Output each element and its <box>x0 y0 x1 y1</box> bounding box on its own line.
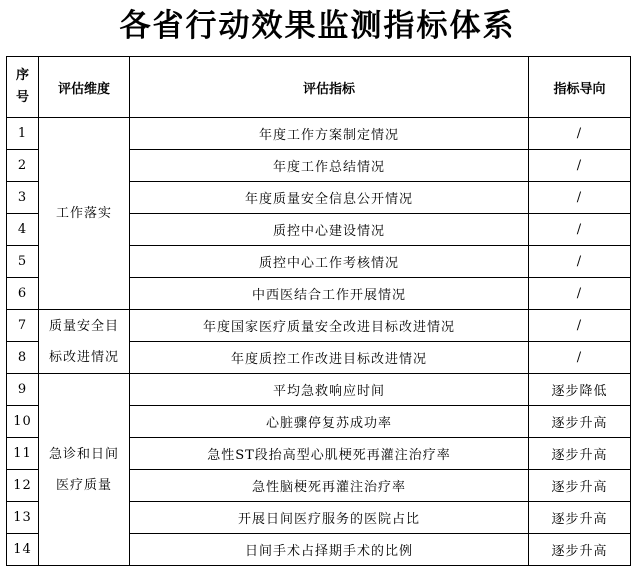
indicator-cell: 年度质控工作改进目标改进情况 <box>130 342 529 374</box>
header-direction: 指标导向 <box>529 57 631 118</box>
indicator-cell: 开展日间医疗服务的医院占比 <box>130 502 529 534</box>
indicator-cell: 年度工作总结情况 <box>130 150 529 182</box>
dimension-emergency-line2: 医疗质量 <box>55 477 112 493</box>
direction-cell: / <box>529 246 631 278</box>
indicator-cell: 年度国家医疗质量安全改进目标改进情况 <box>130 310 529 342</box>
row-number: 5 <box>7 246 39 278</box>
header-seq-top: 序 <box>15 68 29 83</box>
table-row <box>7 310 631 342</box>
dimension-emergency-line1: 急诊和日间 <box>48 446 119 462</box>
row-number: 4 <box>7 214 39 246</box>
header-indicator: 评估指标 <box>130 57 529 118</box>
indicator-cell: 年度质量安全信息公开情况 <box>130 182 529 214</box>
row-number: 11 <box>7 438 39 470</box>
header-seq <box>7 57 39 118</box>
indicator-cell: 年度工作方案制定情况 <box>130 118 529 150</box>
direction-cell: / <box>529 118 631 150</box>
dimension-quality-line2: 标改进情况 <box>48 349 119 365</box>
direction-cell: 逐步升高 <box>529 406 631 438</box>
row-number: 8 <box>7 342 39 374</box>
indicator-cell: 日间手术占择期手术的比例 <box>130 534 529 566</box>
dimension-quality-line1: 质量安全目 <box>48 318 119 334</box>
direction-cell: / <box>529 342 631 374</box>
direction-cell: / <box>529 214 631 246</box>
indicator-cell: 中西医结合工作开展情况 <box>130 278 529 310</box>
table-header-row <box>7 57 631 118</box>
indicator-cell: 急性脑梗死再灌注治疗率 <box>130 470 529 502</box>
row-number: 2 <box>7 150 39 182</box>
indicator-cell: 平均急救响应时间 <box>130 374 529 406</box>
row-number: 1 <box>7 118 39 150</box>
dimension-emergency <box>39 374 130 566</box>
page-title: 各省行动效果监测指标体系 <box>119 8 516 44</box>
indicator-cell: 质控中心工作考核情况 <box>130 246 529 278</box>
row-number: 7 <box>7 310 39 342</box>
direction-cell: / <box>529 310 631 342</box>
direction-cell: 逐步升高 <box>529 470 631 502</box>
header-dimension: 评估维度 <box>39 57 130 118</box>
dimension-quality <box>39 310 130 374</box>
table-row <box>7 374 631 406</box>
direction-cell: / <box>529 150 631 182</box>
row-number: 13 <box>7 502 39 534</box>
row-number: 12 <box>7 470 39 502</box>
indicator-cell: 急性ST段抬高型心肌梗死再灌注治疗率 <box>130 438 529 470</box>
row-number: 3 <box>7 182 39 214</box>
header-seq-bottom: 号 <box>15 90 29 105</box>
indicator-cell: 质控中心建设情况 <box>130 214 529 246</box>
direction-cell: 逐步降低 <box>529 374 631 406</box>
direction-cell: / <box>529 278 631 310</box>
direction-cell: 逐步升高 <box>529 502 631 534</box>
direction-cell: 逐步升高 <box>529 438 631 470</box>
indicator-cell: 心脏骤停复苏成功率 <box>130 406 529 438</box>
indicator-table <box>6 56 631 566</box>
row-number: 6 <box>7 278 39 310</box>
direction-cell: / <box>529 182 631 214</box>
row-number: 10 <box>7 406 39 438</box>
direction-cell: 逐步升高 <box>529 534 631 566</box>
dimension-work: 工作落实 <box>39 118 130 310</box>
row-number: 9 <box>7 374 39 406</box>
table-row <box>7 118 631 150</box>
row-number: 14 <box>7 534 39 566</box>
